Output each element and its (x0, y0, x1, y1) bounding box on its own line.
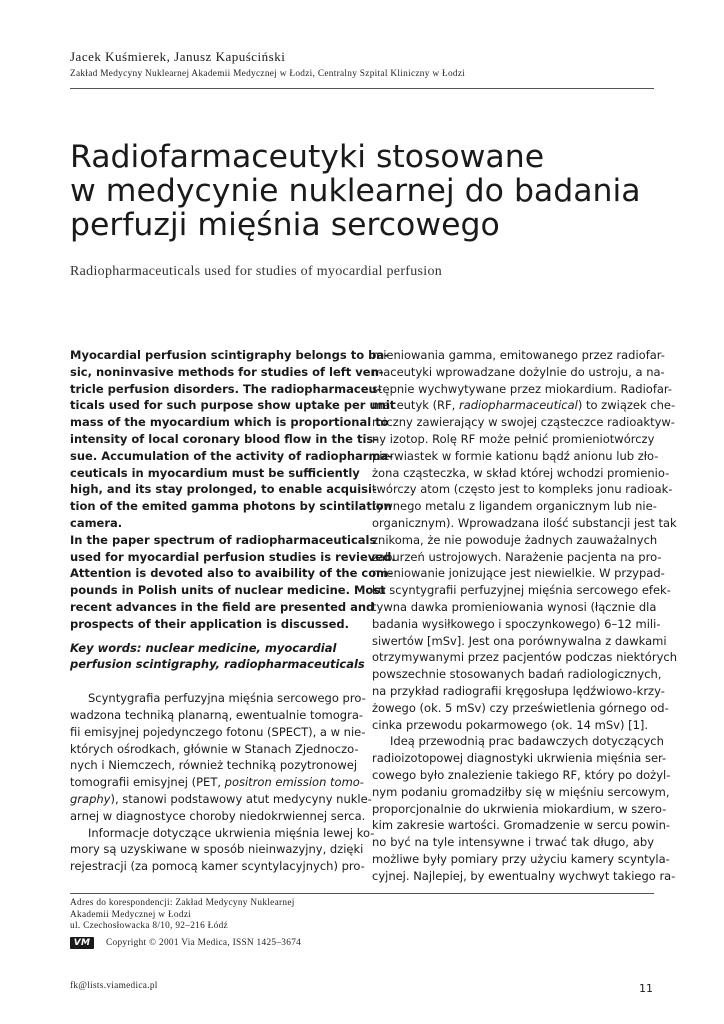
keywords (70, 640, 365, 674)
abstract-line: ceuticals in myocardium must be sufficiently (70, 465, 360, 480)
abstract-line: sic, noninvasive methods for studies of left ven- (70, 364, 384, 379)
body-line: siwertów [mSv]. Jest ona porównywalna z dawkami (372, 633, 667, 648)
header-divider (70, 88, 654, 89)
abstract-line: used for myocardial perfusion studies is revieved. (70, 549, 396, 564)
body-line: badania wysiłkowego i spoczynkowego) 6–12 mili- (372, 616, 661, 631)
body-line: miczny zawierający w swojej cząsteczce radioaktyw- (372, 415, 675, 430)
copyright-line (70, 936, 301, 950)
address-line: ul. Czechosłowacka 8/10, 92–216 Łódź (70, 921, 228, 931)
abstract-line: ticals used for such purpose show uptake per unit (70, 398, 396, 413)
title-line: perfuzji mięśnia sercowego (70, 207, 500, 243)
body-line: tomografii emisyjnej (PET, positron emission tomo- (70, 775, 364, 790)
abstract-line: intensity of local coronary blood flow in the tis- (70, 431, 379, 446)
copyright-text: Copyright © 2001 Via Medica, ISSN 1425–3674 (106, 938, 302, 948)
abstract-line: pounds in Polish units of nuclear medicine. Most (70, 583, 386, 598)
body-paragraph (70, 825, 375, 875)
body-line: otrzymywanymi przez pacjentów podczas niektórych (372, 650, 677, 665)
body-line: na przykład radiografii kręgosłupa lędźwiowo-krzy- (372, 683, 665, 698)
body-line: Informacje dotyczące ukrwienia mięśnia lewej ko- (88, 825, 375, 840)
body-line: mieniowania gamma, emitowanego przez radiofar- (372, 348, 665, 362)
abstract-line: tion of the emited gamma photons by scintilation (70, 499, 392, 514)
abstract-line: prospects of their application is discussed. (70, 616, 349, 631)
body-paragraph (372, 733, 676, 884)
body-line: żowego (ok. 5 mSv) czy prześwietlenia górnego od- (372, 700, 669, 715)
body-line: nych i Niemczech, również techniką pozytronowej (70, 758, 358, 773)
body-line: mieniowanie jonizujące jest niewielkie. W przypad- (372, 566, 665, 581)
left-column (70, 347, 396, 875)
body-line: rejestracji (za pomocą kamer scyntylacyjnych) pro- (70, 859, 365, 874)
abstract-line: camera. (70, 515, 123, 530)
keywords-line: Key words: nuclear medicine, myocardial (70, 640, 337, 655)
abstract-line: sue. Accumulation of the activity of radiopharma- (70, 448, 393, 463)
body-line: powszechnie stosowanych badań radiologicznych, (372, 667, 662, 682)
body-paragraph (70, 690, 372, 824)
body-line: ku scyntygrafii perfuzyjnej mięśnia sercowego efek- (372, 583, 671, 598)
body-line: Scyntygrafia perfuzyjna mięśnia sercowego pro- (88, 691, 366, 706)
title-line: Radiofarmaceutyki stosowane (70, 139, 545, 175)
body-paragraph (372, 347, 677, 733)
contact-email[interactable]: fk@lists.viamedica.pl (70, 981, 158, 991)
body-line: organicznym). Wprowadzana ilość substancji jest tak (372, 515, 677, 530)
footer-divider (70, 893, 654, 894)
abstract-line: Attention is devoted also to avaibility of the com- (70, 566, 393, 581)
body-line: wadzona techniką planarną, ewentualnie tomogra- (70, 707, 364, 722)
right-column (372, 347, 677, 885)
abstract-line: Myocardial perfusion scintigraphy belongs to ba- (70, 348, 389, 362)
affiliation: Zakład Medycyny Nuklearnej Akademii Medycznej w Łodzi, Centralny Szpital Kliniczny w Łodzi (70, 69, 466, 79)
keywords-line: perfusion scintigraphy, radiopharmaceuticals (70, 657, 365, 672)
body-line: tywna dawka promieniowania wynosi (łącznie dla (372, 599, 657, 614)
abstract-line: high, and its stay prolonged, to enable acquisi- (70, 482, 377, 497)
body-line: graphy), stanowi podstawowy atut medycyny nukle- (70, 791, 372, 806)
abstract-line: In the paper spectrum of radiopharmaceuticals (70, 532, 377, 547)
body-line: nym podaniu gromadziłby się w mięśniu sercowym, (372, 784, 670, 799)
address-line: Akademii Medycznej w Łodzi (70, 909, 192, 920)
body-line: fii emisyjnej pojedynczego fotonu (SPECT), a w nie- (70, 724, 366, 739)
body-line: twórczy atom (często jest to kompleks jonu radioak- (372, 482, 673, 497)
abstract-line: mass of the myocardium which is proportional to (70, 415, 389, 430)
body-line: kim zakresie wartości. Gromadzenie w sercu powin- (372, 818, 671, 833)
body-line: radioizotopowej diagnostyki ukrwienia mięśnia ser- (372, 751, 667, 766)
body-line: cowego było znalezienie takiego RF, który po dożyl- (372, 767, 671, 782)
body-line: zaburzeń ustrojowych. Narażenie pacjenta na pro- (372, 549, 662, 564)
body-line: mory są uzyskiwane w sposób nieinwazyjny, dzięki (70, 842, 364, 857)
body-line: pierwiastek w formie kationu bądź anionu lub zło- (372, 448, 659, 463)
body-line: arnej w diagnostyce choroby niedokrwiennej serca. (70, 808, 366, 823)
body-line: tywnego metalu z ligandem organicznym lub nie- (372, 499, 657, 514)
body-line: cinka przewodu pokarmowego (ok. 14 mSv) [1]. (372, 717, 649, 732)
abstract (70, 347, 396, 633)
body-line: cyjnej. Najlepiej, by ewentualny wychwyt takiego ra- (372, 868, 676, 883)
address-line: Adres do korespondencji: Zakład Medycyny Nuklearnej (70, 898, 295, 908)
title-line: w medycynie nuklearnej do badania (70, 173, 641, 209)
abstract-line: recent advances in the field are presented and (70, 599, 375, 614)
body-line: których ośrodkach, głównie w Stanach Zjednoczo- (70, 741, 359, 756)
authors: Jacek Kuśmierek, Janusz Kapuściński (70, 49, 286, 64)
via-medica-logo-icon: VM (70, 937, 94, 949)
body-line: żona cząsteczka, w skład której wchodzi promienio- (372, 465, 670, 480)
body-line: maceutyki wprowadzane dożylnie do ustroju, a na- (372, 364, 665, 379)
article-header (70, 49, 654, 81)
page-number: 11 (639, 982, 653, 995)
article-subtitle: Radiopharmaceuticals used for studies of myocardial perfusion (70, 264, 443, 279)
article-title (70, 140, 670, 242)
correspondence-address (70, 898, 295, 933)
body-line: ny izotop. Rolę RF może pełnić promieniotwórczy (372, 431, 655, 446)
body-line: stępnie wychwytywane przez miokardium. Radiofar- (372, 381, 673, 396)
body-line: proporcjonalnie do ukrwienia miokardium, w szero- (372, 801, 667, 816)
body-line: możliwe były pomiary przy użyciu kamery scyntyla- (372, 851, 670, 866)
abstract-line: tricle perfusion disorders. The radiopharmaceu- (70, 381, 382, 396)
body-line: maceutyk (RF, radiopharmaceutical) to związek che- (372, 398, 676, 413)
body-line: Ideą przewodnią prac badawczych dotyczących (390, 734, 664, 749)
body-line: no być na tyle intensywne i trwać tak długo, aby (372, 835, 654, 850)
body-line: znikoma, że nie powoduje żadnych zauważalnych (372, 532, 658, 547)
